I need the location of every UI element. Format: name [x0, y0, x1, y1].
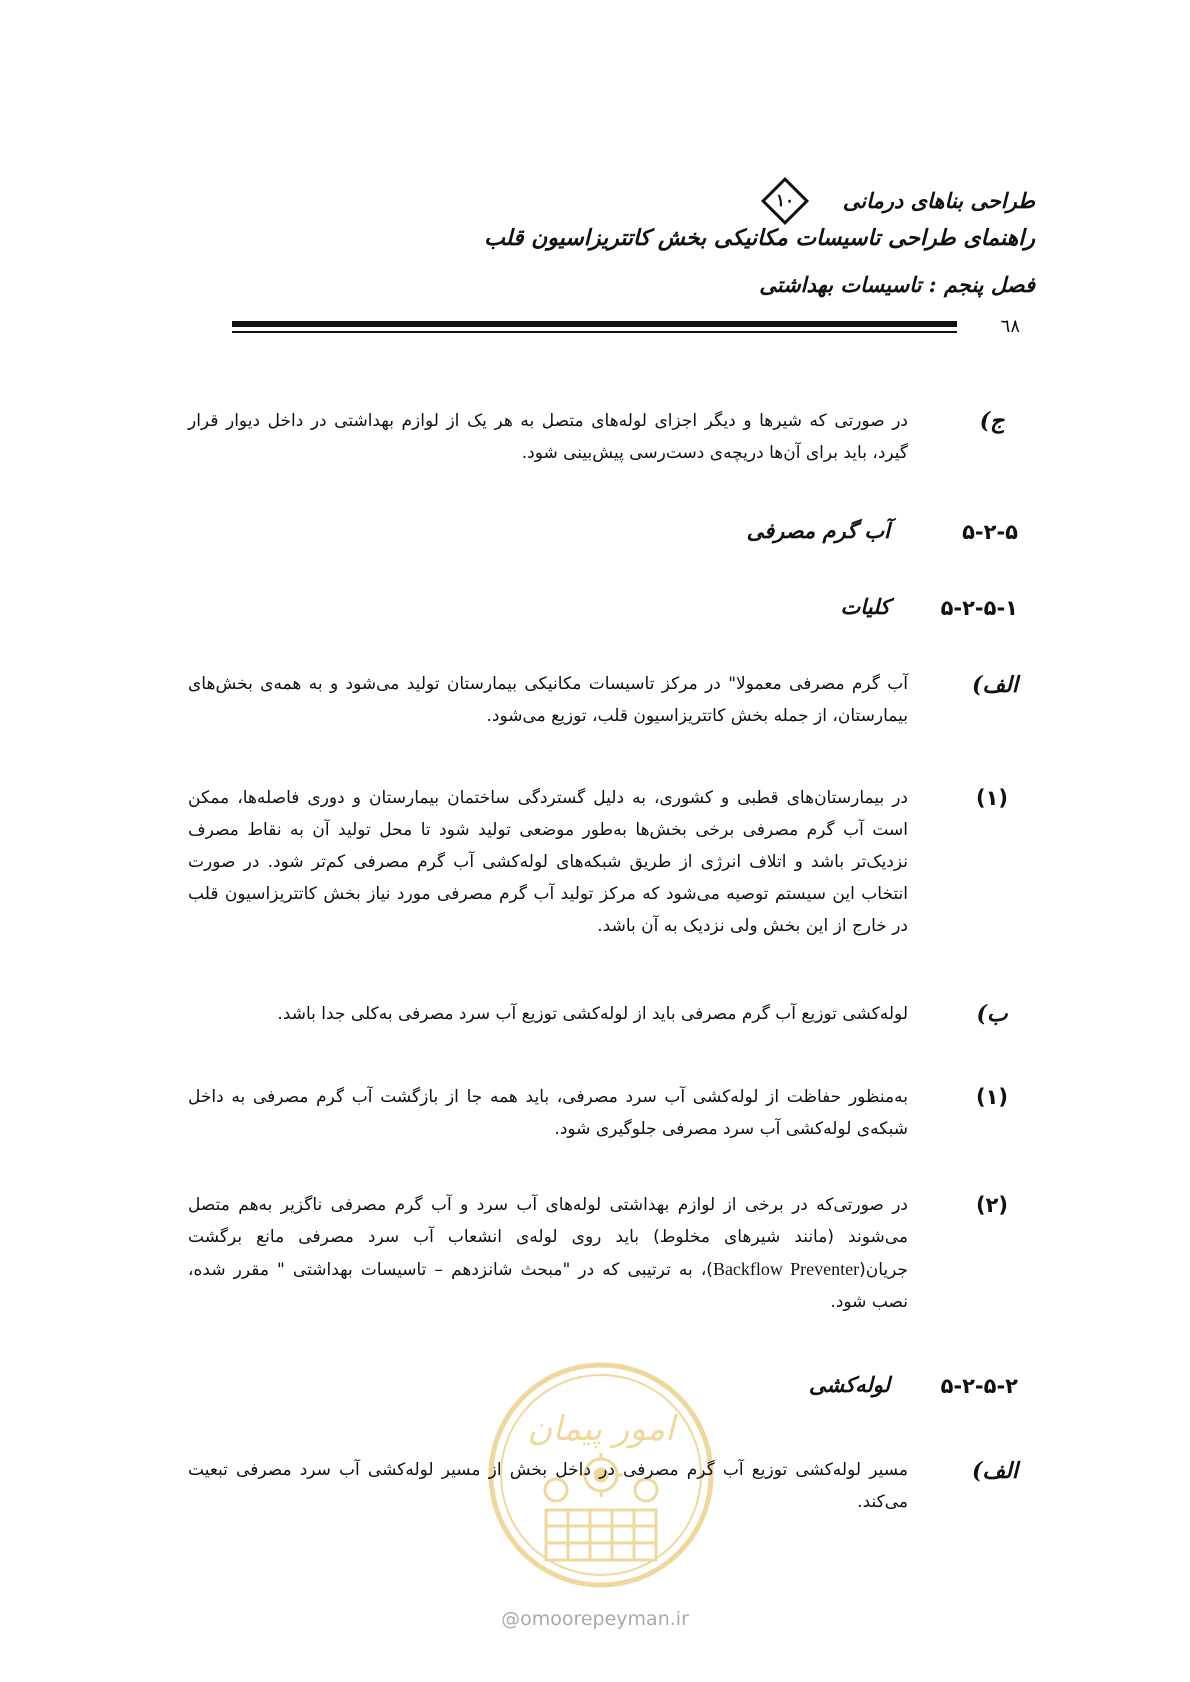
- item-number-1b: (۱): [975, 1085, 1009, 1109]
- volume-number: ۱۰: [775, 191, 795, 211]
- paragraph-local-production: در بیمارستان‌های قطبی و کشوری، به دلیل گستردگی ساختمان بیمارستان و دوری فاصله‌ها، ممکن است آب گرم مصرفی برخی بخش‌ها به‌طور موضعی تولید شود تا محل تولید آن به نقاط مصرف نزدیک‌تر باشد و اتلاف انرژی از طریق شبکه‌های لوله‌کشی آب گرم مصرفی کم‌تر شود. در صورت انتخاب این سیستم توصیه می‌شود که مرکز تولید آب گرم مصرفی مورد نیاز بخش کاتتریزاسیون قلب در خارج از این بخش ولی نزدیک به آن باشد.: [188, 788, 908, 936]
- paragraph-piping-route: مسیر لوله‌کشی توزیع آب گرم مصرفی در داخل بخش از مسیر لوله‌کشی آب سرد مصرفی تبعیت می‌کند.: [188, 1460, 908, 1512]
- watermark-url: @omoorepeyman.ir: [501, 1608, 689, 1630]
- paragraph-access-door: در صورتی که شیرها و دیگر اجزای لوله‌های متصل به هر یک از لوازم بهداشتی در داخل دیوار قرار گیرد، باید برای آن‌ها دریچه‌ی دست‌رسی پیش‌بینی شود.: [188, 411, 908, 463]
- item-marker-alef: الف): [972, 672, 1018, 698]
- paragraph-hot-water-general: آب گرم مصرفی معمولا" در مرکز تاسیسات مکانیکی بیمارستان تولید می‌شود و به همه‌ی بخش‌های بیمارستان، از جمله بخش کاتتریزاسیون قلب، توزیع می‌شود.: [188, 674, 908, 726]
- item-marker-alef-2: الف): [972, 1458, 1018, 1484]
- paragraph-backflow-protection: به‌منظور حفاظت از لوله‌کشی آب سرد مصرفی، باید همه جا از بازگشت آب گرم مصرفی به داخل شبکه‌ی لوله‌کشی آب سرد مصرفی جلوگیری شود.: [188, 1087, 908, 1139]
- paragraph-separate-piping: لوله‌کشی توزیع آب گرم مصرفی باید از لوله‌کشی توزیع آب سرد مصرفی به‌کلی جدا باشد.: [277, 1004, 908, 1024]
- item-number-2: (۲): [975, 1193, 1009, 1217]
- subsection-title-2: لوله‌کشی: [808, 1372, 890, 1397]
- watermark-arc-text: امور پیمان: [527, 1409, 675, 1449]
- header-rule-thin: [232, 331, 957, 333]
- page-number: ٦٨: [1000, 316, 1020, 337]
- paragraph-text-a: در صورتی‌که در برخی از لوازم بهداشتی لوله‌های آب سرد و آب گرم مصرفی ناگزیر به‌هم متصل می‌شوند (مانند شیرهای مخلوط) باید روی لوله‌ی انشعاب آب سرد مصرفی مانع برگشت جریان(: [188, 1195, 908, 1280]
- volume-badge: [760, 176, 810, 226]
- subsection-title: کلیات: [840, 594, 890, 619]
- book-series-title: طراحی بناهای درمانی: [842, 188, 1035, 213]
- item-marker-jim: ج): [979, 408, 1005, 434]
- english-term: Backflow Preventer: [712, 1259, 860, 1279]
- paragraph-text-b: )، به ترتیبی که در "مبحث شانزدهم – تاسیسات بهداشتی " مقرر شده، نصب شود.: [188, 1260, 908, 1312]
- section-title: آب گرم مصرفی: [746, 518, 890, 543]
- paragraph-backflow-preventer: [188, 1189, 908, 1318]
- subsection-number: ۵-۲-۵-۱: [940, 596, 1018, 620]
- header-rule-thick: [232, 321, 957, 327]
- item-number-1: (۱): [975, 786, 1009, 810]
- section-number: ۵-۲-۵: [962, 520, 1018, 544]
- item-marker-be: ب): [976, 1001, 1008, 1027]
- guide-title: راهنمای طراحی تاسیسات مکانیکی بخش کاتتریزاسیون قلب: [484, 225, 1035, 251]
- chapter-title: فصل پنجم : تاسیسات بهداشتی: [759, 272, 1035, 297]
- subsection-number-2: ۵-۲-۵-۲: [940, 1374, 1018, 1398]
